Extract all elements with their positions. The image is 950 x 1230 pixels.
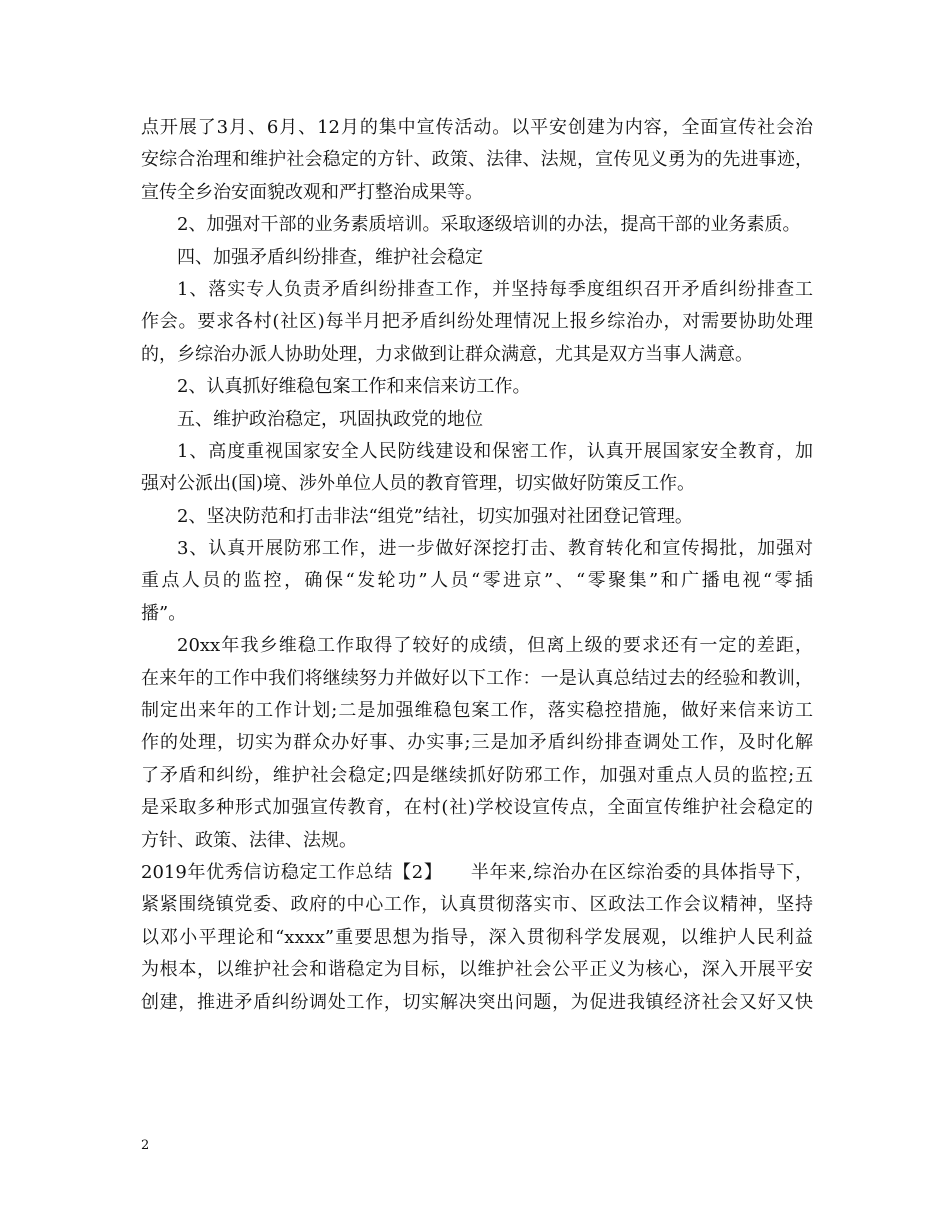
text-line: 创建，推进矛盾纠纷调处工作，切实解决突出问题，为促进我镇经济社会又好又快 bbox=[141, 991, 813, 1013]
text-line: 2、坚决防范和打击非法“组党”结社，切实加强对社团登记管理。 bbox=[177, 505, 693, 527]
document-body bbox=[141, 112, 813, 1019]
text-line: 以邓小平理论和“xxxx”重要思想为指导，深入贯彻科学发展观，以维护人民利益 bbox=[141, 926, 813, 948]
text-line: 作的处理，切实为群众办好事、办实事;三是加矛盾纠纷排查调处工作，及时化解 bbox=[141, 732, 813, 754]
text-line: 在来年的工作中我们将继续努力并做好以下工作：一是认真总结过去的经验和教训， bbox=[141, 667, 813, 689]
text-line: 2、加强对干部的业务素质培训。采取逐级培训的办法，提高干部的业务素质。 bbox=[177, 214, 801, 236]
text-line: 的，乡综治办派人协助处理，力求做到让群众满意，尤其是双方当事人满意。 bbox=[141, 343, 753, 365]
text-line: 宣传全乡治安面貌改观和严打整治成果等。 bbox=[141, 181, 483, 203]
text-line: 四、加强矛盾纠纷排查，维护社会稳定 bbox=[177, 246, 483, 268]
text-line: 20xx年我乡维稳工作取得了较好的成绩，但离上级的要求还有一定的差距， bbox=[177, 635, 813, 657]
text-line: 安综合治理和维护社会稳定的方针、政策、法律、法规，宣传见义勇为的先进事迹， bbox=[141, 149, 813, 171]
text-line: 作会。要求各村(社区)每半月把矛盾纠纷处理情况上报乡综治办，对需要协助处理 bbox=[141, 311, 813, 333]
text-line: 3、认真开展防邪工作，进一步做好深挖打击、教育转化和宣传揭批，加强对 bbox=[177, 538, 813, 560]
text-line: 为根本，以维护社会和谐稳定为目标，以维护社会公平正义为核心，深入开展平安 bbox=[141, 959, 813, 981]
text-line: 方针、政策、法律、法规。 bbox=[141, 829, 357, 851]
text-line: 1、落实专人负责矛盾纠纷排查工作，并坚持每季度组织召开矛盾纠纷排查工 bbox=[177, 278, 813, 300]
text-line: 点开展了3月、6月、12月的集中宣传活动。以平安创建为内容，全面宣传社会治 bbox=[141, 117, 813, 138]
page-number: 2 bbox=[141, 1138, 150, 1153]
text-line: 重点人员的监控，确保“发轮功”人员“零进京”、“零聚集”和广播电视“零插 bbox=[141, 570, 813, 592]
text-line: 2019年优秀信访稳定工作总结【2】 半年来,综治办在区综治委的具体指导下， bbox=[141, 861, 813, 883]
text-line: 了矛盾和纠纷，维护社会稳定;四是继续抓好防邪工作，加强对重点人员的监控;五 bbox=[141, 764, 813, 786]
text-line: 强对公派出(国)境、涉外单位人员的教育管理，切实做好防策反工作。 bbox=[141, 473, 696, 495]
text-line: 2、认真抓好维稳包案工作和来信来访工作。 bbox=[177, 376, 531, 398]
text-line: 1、高度重视国家安全人民防线建设和保密工作，认真开展国家安全教育，加 bbox=[177, 440, 813, 462]
text-line: 五、维护政治稳定，巩固执政党的地位 bbox=[177, 408, 483, 430]
text-line: 播”。 bbox=[141, 602, 187, 624]
text-line: 紧紧围绕镇党委、政府的中心工作，认真贯彻落实市、区政法工作会议精神，坚持 bbox=[141, 894, 813, 916]
text-line: 是采取多种形式加强宣传教育，在村(社)学校设宣传点，全面宣传维护社会稳定的 bbox=[141, 797, 813, 819]
text-line: 制定出来年的工作计划;二是加强维稳包案工作，落实稳控措施，做好来信来访工 bbox=[141, 700, 813, 722]
